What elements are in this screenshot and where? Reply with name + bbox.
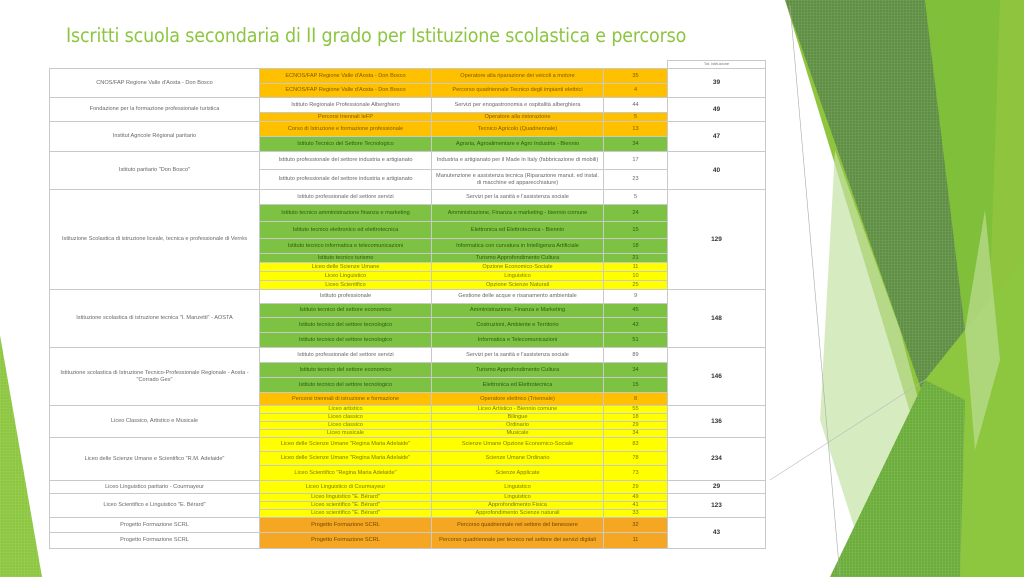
school-cell: Istituto tecnico del settore tecnologico: [260, 318, 432, 333]
institution-cell: Istituzione scolastica di Istruzione Tecnico-Professionale Regionale - Aosta - "Corrado Gex": [50, 348, 260, 406]
school-cell: Istituto professionale del settore servizi: [260, 348, 432, 363]
school-cell: Liceo scientifico "E. Bérard": [260, 510, 432, 518]
school-cell: Percorsi triennali di istruzione e formazione: [260, 393, 432, 406]
course-cell: Approfondimento Fisica: [432, 502, 604, 510]
course-cell: Opzione Economico-Sociale: [432, 263, 604, 272]
table-row: [50, 69, 766, 84]
count-cell: 18: [604, 239, 668, 254]
count-cell: 44: [604, 98, 668, 113]
course-cell: Approfondimento Scienze naturali: [432, 510, 604, 518]
count-cell: 5: [604, 113, 668, 122]
course-cell: Amministrazione, Finanza e Marketing: [432, 304, 604, 318]
school-cell: Liceo linguistico "E. Bérard": [260, 494, 432, 502]
count-cell: 78: [604, 452, 668, 466]
count-cell: 13: [604, 122, 668, 137]
school-cell: Progetto Formazione SCRL: [260, 518, 432, 533]
course-cell: Tecnico Agricolo (Quadriennale): [432, 122, 604, 137]
table-header-row: [50, 61, 766, 69]
institution-total-cell: 136: [668, 406, 766, 438]
count-cell: 24: [604, 205, 668, 222]
institution-total-cell: 129: [668, 190, 766, 290]
count-cell: 45: [604, 304, 668, 318]
institution-total-cell: 234: [668, 438, 766, 481]
institution-cell: Institut Agricole Régional paritario: [50, 122, 260, 152]
institution-cell: Liceo delle Scienze Umane e Scientifico "R.M. Adelaide": [50, 438, 260, 481]
count-cell: 15: [604, 222, 668, 239]
count-cell: 33: [604, 510, 668, 518]
course-cell: Agraria, Agroalimentare e Agro Industria - Biennio: [432, 137, 604, 152]
institution-total-cell: 123: [668, 494, 766, 518]
school-cell: Corso di Istruzione e formazione professionale: [260, 122, 432, 137]
institution-total-cell: 29: [668, 481, 766, 494]
course-cell: Percorso quadriennale Tecnico degli impianti elettrici: [432, 84, 604, 98]
school-cell: Liceo Linguistico: [260, 272, 432, 281]
institution-total-cell: 146: [668, 348, 766, 406]
institution-total-cell: 47: [668, 122, 766, 152]
school-cell: Istituto tecnico del settore tecnologico: [260, 378, 432, 393]
institution-cell: Liceo Classico, Artistico e Musicale: [50, 406, 260, 438]
course-cell: Elettronica ed Elettrotecnica: [432, 378, 604, 393]
count-cell: 25: [604, 281, 668, 290]
table-row: [50, 98, 766, 113]
course-cell: Servizi per la sanità e l'assistenza sociale: [432, 190, 604, 205]
school-cell: Liceo delle Scienze Umane "Regina Maria Adelaide": [260, 438, 432, 452]
table-row: [50, 290, 766, 304]
table-row: [50, 438, 766, 452]
slide-title: Iscritti scuola secondaria di II grado per Istituzione scolastica e percorso: [66, 24, 687, 47]
course-cell: Liceo Artistico - Biennio comune: [432, 406, 604, 414]
institution-total-cell: 148: [668, 290, 766, 348]
course-cell: Operatore alla ristorazione: [432, 113, 604, 122]
school-cell: Liceo scientifico "E. Bérard": [260, 502, 432, 510]
course-cell: Amministrazione, Finanza e marketing - biennio comune: [432, 205, 604, 222]
school-cell: Istituto Tecnico del Settore Tecnologico: [260, 137, 432, 152]
table-row: [50, 494, 766, 502]
course-cell: Linguistico: [432, 481, 604, 494]
count-cell: 43: [604, 318, 668, 333]
count-cell: 17: [604, 152, 668, 170]
table-row: [50, 481, 766, 494]
school-cell: Liceo musicale: [260, 430, 432, 438]
table-row: [50, 406, 766, 414]
count-cell: 21: [604, 254, 668, 263]
table-row: [50, 122, 766, 137]
school-cell: Liceo Scientifico "Regina Maria Adelaide": [260, 466, 432, 481]
school-cell: Liceo delle Scienze Umane "Regina Maria Adelaide": [260, 452, 432, 466]
school-cell: Liceo Scientifico: [260, 281, 432, 290]
institution-cell: Istituzione Scolastica di istruzione liceale, tecnica e professionale di Verrès: [50, 190, 260, 290]
table-row: [50, 533, 766, 549]
count-cell: 29: [604, 481, 668, 494]
school-cell: Progetto Formazione SCRL: [260, 533, 432, 549]
school-cell: ECNOS/FAP Regione Valle d'Aosta - Don Bosco: [260, 84, 432, 98]
course-cell: Operatore alla riparazione dei veicoli a motore: [432, 69, 604, 84]
institution-cell: Progetto Formazione SCRL: [50, 518, 260, 533]
school-cell: Liceo artistico: [260, 406, 432, 414]
course-cell: Industria e artigianato per il Made in Italy (fabbricazione di mobili): [432, 152, 604, 170]
count-cell: 11: [604, 263, 668, 272]
course-cell: Elettronica ed Elettrotecnica - Biennio: [432, 222, 604, 239]
course-cell: Musicale: [432, 430, 604, 438]
course-cell: Costruzioni, Ambiente e Territorio: [432, 318, 604, 333]
course-cell: Bilingue: [432, 414, 604, 422]
count-cell: 34: [604, 430, 668, 438]
school-cell: Liceo classico: [260, 422, 432, 430]
school-cell: Istituto tecnico del settore tecnologico: [260, 333, 432, 348]
course-cell: Informatica con curvatura in Intelligenza Artificiale: [432, 239, 604, 254]
count-cell: 89: [604, 348, 668, 363]
course-cell: Percorso quadriennale per tecnico nel settore dei servizi digitali: [432, 533, 604, 549]
count-cell: 41: [604, 502, 668, 510]
total-column-header: Tot. istituzione: [668, 61, 766, 69]
institution-total-cell: 49: [668, 98, 766, 122]
institution-cell: Fondazione per la formazione professionale turistica: [50, 98, 260, 122]
table-row: [50, 190, 766, 205]
count-cell: 73: [604, 466, 668, 481]
course-cell: Manutenzione e assistenza tecnica (Riparazione manut. ed instal. di macchine ed apparecchiature): [432, 170, 604, 190]
count-cell: 8: [604, 393, 668, 406]
school-cell: Liceo Linguistico di Courmayeur: [260, 481, 432, 494]
school-cell: Istituto tecnico turismo: [260, 254, 432, 263]
course-cell: Turismo Approfondimento Cultura: [432, 254, 604, 263]
school-cell: Istituto Regionale Professionale Alberghiero: [260, 98, 432, 113]
course-cell: Operatore elettrico (Triennale): [432, 393, 604, 406]
count-cell: 32: [604, 518, 668, 533]
course-cell: Linguistico: [432, 272, 604, 281]
count-cell: 49: [604, 494, 668, 502]
table-row: [50, 152, 766, 170]
count-cell: 34: [604, 137, 668, 152]
course-cell: Servizi per la sanità e l'assistenza sociale: [432, 348, 604, 363]
count-cell: 35: [604, 69, 668, 84]
table-row: [50, 518, 766, 533]
school-cell: Istituto tecnico informatica e telecomunicazioni: [260, 239, 432, 254]
count-cell: 51: [604, 333, 668, 348]
school-cell: Percorsi triennali IeFP: [260, 113, 432, 122]
institution-cell: CNOS/FAP Regione Valle d'Aosta - Don Bosco: [50, 69, 260, 98]
school-cell: ECNOS/FAP Regione Valle d'Aosta - Don Bosco: [260, 69, 432, 84]
school-cell: Istituto professionale del settore servizi: [260, 190, 432, 205]
institution-cell: Istituto paritario "Don Bosco": [50, 152, 260, 190]
institution-total-cell: 40: [668, 152, 766, 190]
count-cell: 9: [604, 290, 668, 304]
count-cell: 55: [604, 406, 668, 414]
count-cell: 83: [604, 438, 668, 452]
course-cell: Turismo Approfondimento Cultura: [432, 363, 604, 378]
school-cell: Istituto professionale del settore industria e artigianato: [260, 170, 432, 190]
course-cell: Informatica e Telecomunicazioni: [432, 333, 604, 348]
count-cell: 5: [604, 190, 668, 205]
count-cell: 4: [604, 84, 668, 98]
course-cell: Servizi per enogastronomia e ospitalità alberghiera: [432, 98, 604, 113]
count-cell: 18: [604, 414, 668, 422]
course-cell: Scienze Umane Ordinario: [432, 452, 604, 466]
table-row: [50, 348, 766, 363]
institution-cell: Istituzione scolastica di istruzione tecnica "I. Manzetti" - AOSTA: [50, 290, 260, 348]
school-cell: Istituto tecnico del settore economico: [260, 304, 432, 318]
count-cell: 34: [604, 363, 668, 378]
count-cell: 29: [604, 422, 668, 430]
count-cell: 10: [604, 272, 668, 281]
count-cell: 15: [604, 378, 668, 393]
school-cell: Istituto tecnico elettronico ed elettrotecnica: [260, 222, 432, 239]
school-cell: Istituto tecnico del settore economico: [260, 363, 432, 378]
course-cell: Scienze Applicate: [432, 466, 604, 481]
course-cell: Gestione delle acque e risanamento ambientale: [432, 290, 604, 304]
institution-total-cell: 43: [668, 518, 766, 549]
course-cell: Scienze Umane Opzione Economico-Sociale: [432, 438, 604, 452]
course-cell: Ordinario: [432, 422, 604, 430]
school-cell: Istituto professionale del settore industria e artigianato: [260, 152, 432, 170]
course-cell: Percorso quadriennale nel settore del benessere: [432, 518, 604, 533]
institution-cell: Liceo Linguistico paritario - Courmayeur: [50, 481, 260, 494]
school-cell: Istituto professionale: [260, 290, 432, 304]
enrollment-table: [49, 60, 766, 549]
school-cell: Istituto tecnico amministrazione finanza e marketing: [260, 205, 432, 222]
school-cell: Liceo classico: [260, 414, 432, 422]
count-cell: 23: [604, 170, 668, 190]
institution-cell: Liceo Scientifico e Linguistico "E. Bérard": [50, 494, 260, 518]
course-cell: Linguistico: [432, 494, 604, 502]
count-cell: 11: [604, 533, 668, 549]
course-cell: Opzione Scienze Naturali: [432, 281, 604, 290]
institution-cell: Progetto Formazione SCRL: [50, 533, 260, 549]
institution-total-cell: 39: [668, 69, 766, 98]
school-cell: Liceo delle Scienze Umane: [260, 263, 432, 272]
